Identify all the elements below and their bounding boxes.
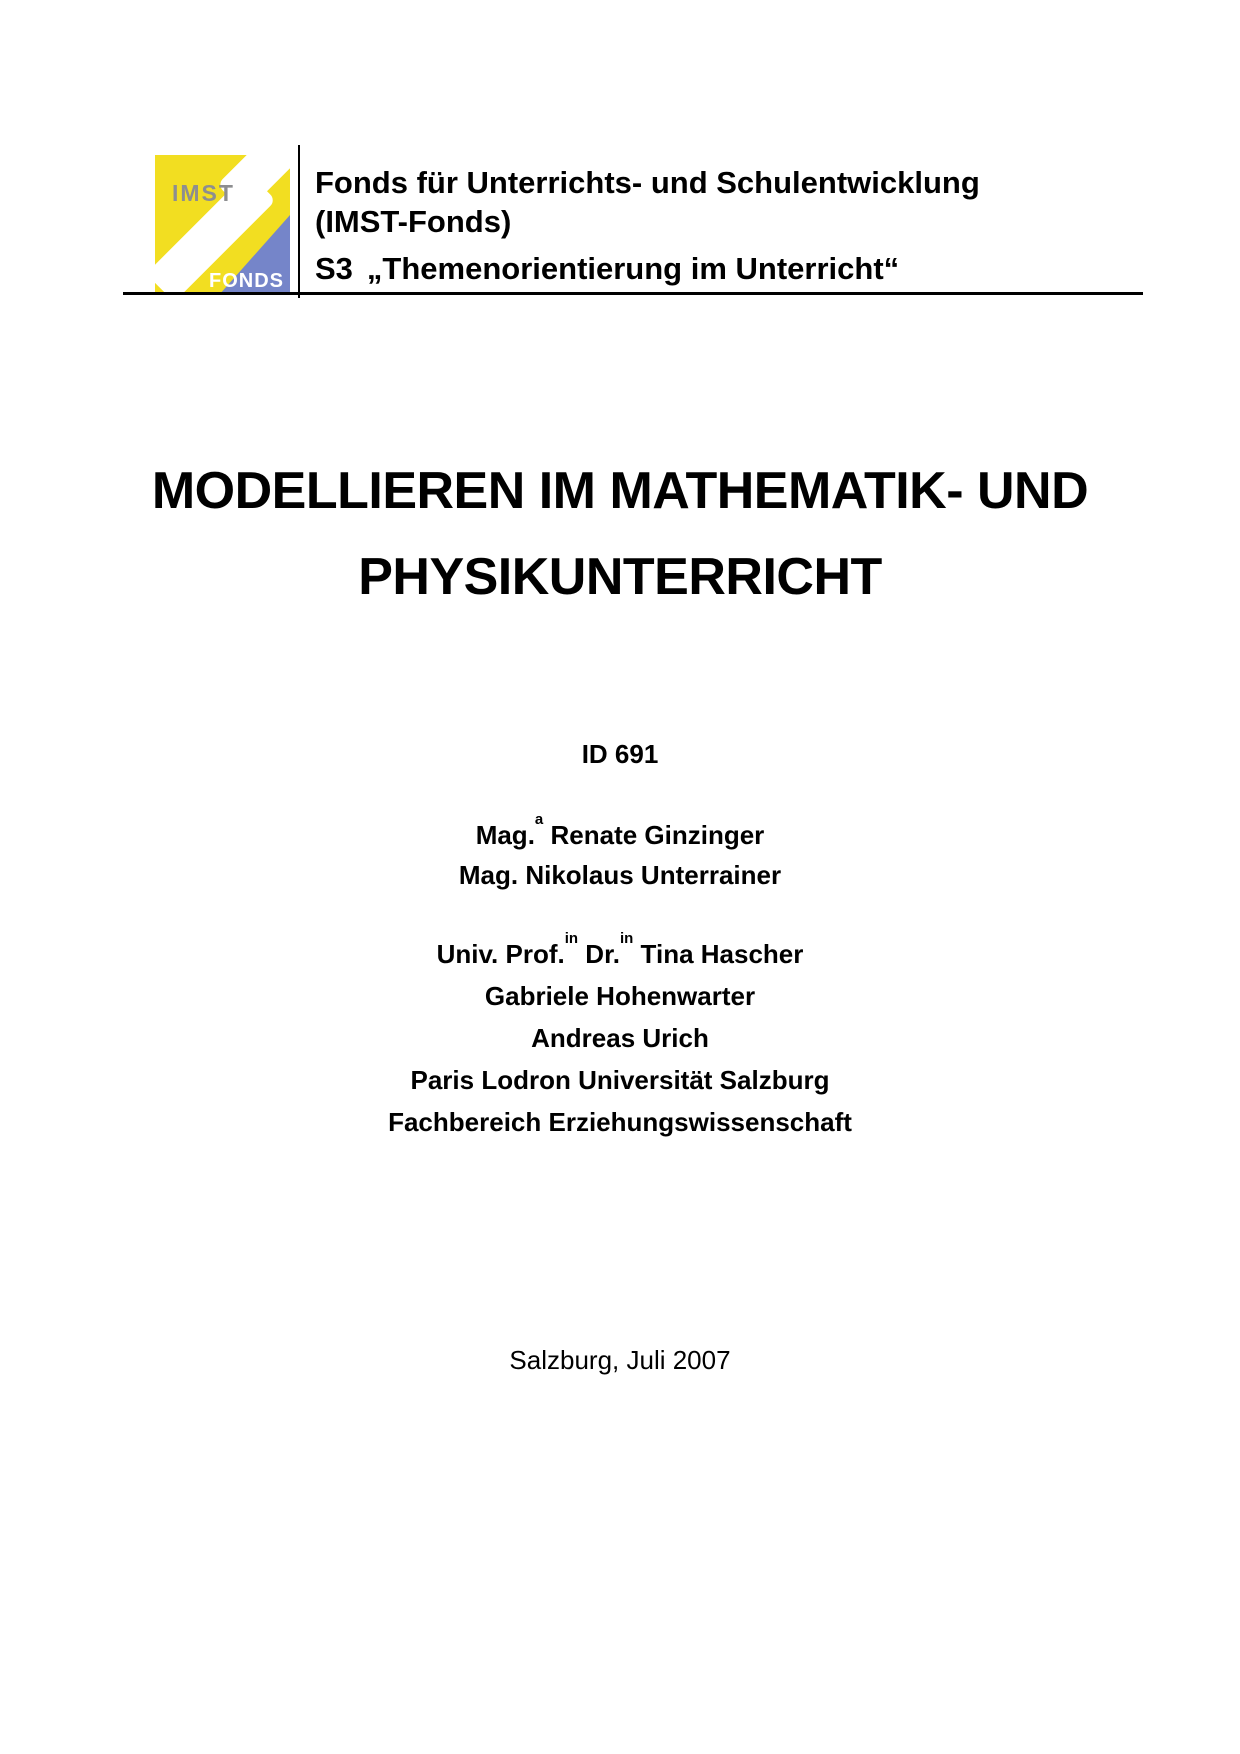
program-name: „Themenorientierung im Unterricht“ [366,251,900,286]
header-text-block [315,163,1115,288]
collaborator-line-2: Gabriele Hohenwarter [484,981,756,1011]
org-name-line1: Fonds für Unterrichts- und Schulentwicklung [315,165,980,200]
header-vertical-divider [298,145,300,298]
author1-name: Renate Ginzinger [543,820,765,850]
collaborator-line-1 [123,930,1117,975]
collab1-part1: Univ. Prof. [436,939,565,969]
org-name-line2: (IMST-Fonds) [315,204,512,239]
program-code: S3 [315,251,353,286]
author1-prefix: Mag. [475,820,535,850]
collab1-sup2: in [619,930,634,948]
logo-fonds-text: FONDS [209,270,284,292]
imst-fonds-logo [155,155,290,295]
collaborator-line-4: Paris Lodron Universität Salzburg [410,1065,830,1095]
main-title-line1: MODELLIEREN IM MATHEMATIK- UND [151,462,1089,520]
collaborator-line-5: Fachbereich Erziehungswissenschaft [388,1107,852,1137]
authors-block [123,811,1117,895]
collaborators-block [123,930,1117,1143]
logo-imst-text: IMST [172,180,235,206]
header-rule [123,292,1143,295]
program-line [315,249,1115,288]
collab1-sup1: in [564,930,579,948]
collab1-part3: Tina Hascher [633,939,804,969]
collaborator-line-3: Andreas Urich [531,1023,709,1053]
author-line-2: Mag. Nikolaus Unterrainer [458,860,782,890]
project-id: ID 691 [581,739,659,769]
author-line-1 [123,811,1117,855]
place-and-date: Salzburg, Juli 2007 [509,1345,731,1375]
author1-superscript: a [534,811,544,829]
main-title-line2: PHYSIKUNTERRICHT [358,548,882,606]
collab1-part2: Dr. [578,939,620,969]
